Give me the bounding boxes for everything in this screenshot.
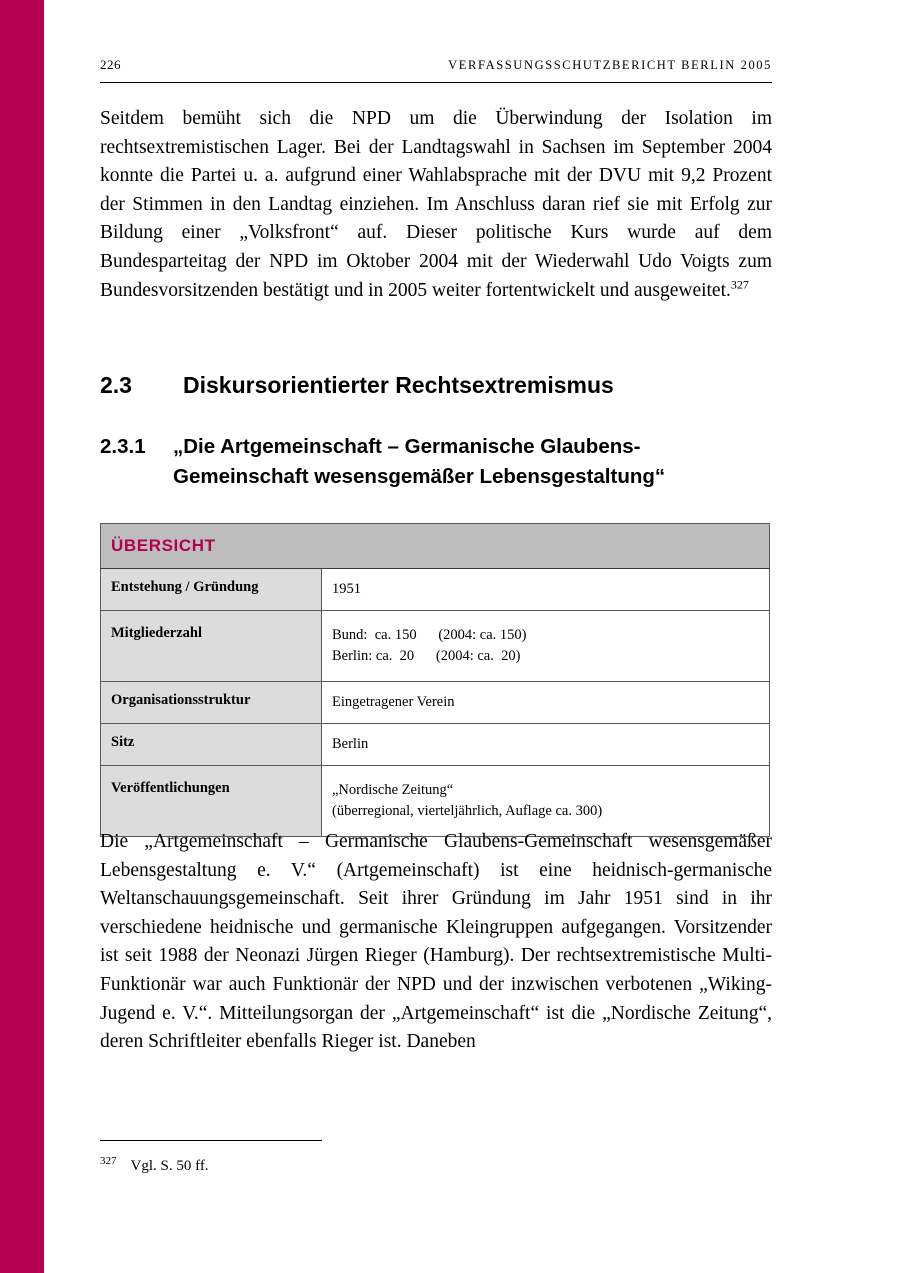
row-label: Organisationsstruktur: [101, 682, 322, 724]
decorative-side-bar: [0, 0, 44, 1273]
row-value: [322, 611, 770, 682]
table-row: [101, 682, 770, 724]
overview-table: [100, 523, 770, 837]
page-number: 226: [100, 57, 121, 72]
subsection-number: 2.3.1: [100, 435, 146, 458]
row-value: Eingetragener Verein: [322, 682, 770, 724]
row-label: Veröffentlichungen: [101, 766, 322, 837]
header-rule: [100, 82, 772, 83]
running-head: [100, 57, 772, 73]
section-title: Diskursorientierter Rechtsextremismus: [183, 372, 614, 398]
row-label: Sitz: [101, 724, 322, 766]
row-value: 1951: [322, 569, 770, 611]
subsection-title: [173, 432, 772, 492]
footnote-number: 327: [100, 1155, 117, 1167]
subsection-title-line-1: „Die Artgemeinschaft – Germanische Glaubens-: [173, 435, 641, 458]
footnote-separator: [100, 1140, 322, 1141]
row-label: Entstehung / Gründung: [101, 569, 322, 611]
subsection-title-line-2: Gemeinschaft wesensgemäßer Lebensgestaltung“: [173, 465, 666, 488]
table-caption-row: [101, 524, 770, 569]
subsection-heading: [100, 432, 772, 492]
table-row: [101, 569, 770, 611]
table-row: [101, 611, 770, 682]
section-heading: [100, 372, 772, 399]
row-label: Mitgliederzahl: [101, 611, 322, 682]
paragraph-artgemeinschaft: Die „Artgemeinschaft – Germanische Glaubens-Gemeinschaft wesensgemäßer Lebensgestaltung e. V.“ (Artgemeinschaft) ist eine heidnisch-germanische Weltanschauungsgemeinschaft. Seit ihrer Gründung im Jahr 1951 sind in ihr verschiedene heidnische und germanische Kleingruppen aufgegangen. Vorsitzender ist seit 1988 der Neonazi Jürgen Rieger (Hamburg). Der rechtsextremistische Multi-Funktionär war auch Funktionär der NPD und der inzwischen verbotenen „Wiking-Jugend e. V.“. Mitteilungsorgan der „Artgemeinschaft“ ist die „Nordische Zeitung“, deren Schriftleiter ebenfalls Rieger ist. Daneben: [100, 831, 772, 1053]
row-value-line-1: „Nordische Zeitung“: [332, 782, 454, 798]
paragraph-npd-isolation: [100, 105, 772, 305]
table-caption-cell: [101, 524, 770, 569]
page-content: [100, 0, 772, 1273]
row-value-line-2: Berlin: ca. 20 (2004: ca. 20): [332, 648, 521, 664]
footnote-text: Vgl. S. 50 ff.: [130, 1158, 209, 1174]
footnote-reference: 327: [730, 277, 749, 292]
row-value: Berlin: [322, 724, 770, 766]
table-row: [101, 724, 770, 766]
row-value-line-1: Bund: ca. 150 (2004: ca. 150): [332, 627, 527, 643]
row-value: [322, 766, 770, 837]
paragraph-text: Seitdem bemüht sich die NPD um die Überwindung der Isolation im rechtsextremistischen Lager. Bei der Landtagswahl in Sachsen im September 2004 konnte die Partei u. a. aufgrund einer Wahlabsprache mit der DVU mit 9,2 Prozent der Stimmen in den Landtag einziehen. Im Anschluss daran rief sie mit Erfolg zur Bildung einer „Volksfront“ auf. Dieser politische Kurs wurde auf dem Bundesparteitag der NPD im Oktober 2004 mit der Wiederwahl Udo Voigts zum Bundesvorsitzenden bestätigt und in 2005 weiter fortentwickelt und ausgeweitet.: [100, 108, 772, 301]
row-value-line-2: (überregional, vierteljährlich, Auflage ca. 300): [332, 803, 603, 819]
section-number: 2.3: [100, 372, 132, 398]
running-head-title: VERFASSUNGSSCHUTZBERICHT BERLIN 2005: [448, 58, 772, 72]
table-row: [101, 766, 770, 837]
table-caption-label: ÜBERSICHT: [111, 536, 216, 555]
footnote: [100, 1155, 772, 1175]
